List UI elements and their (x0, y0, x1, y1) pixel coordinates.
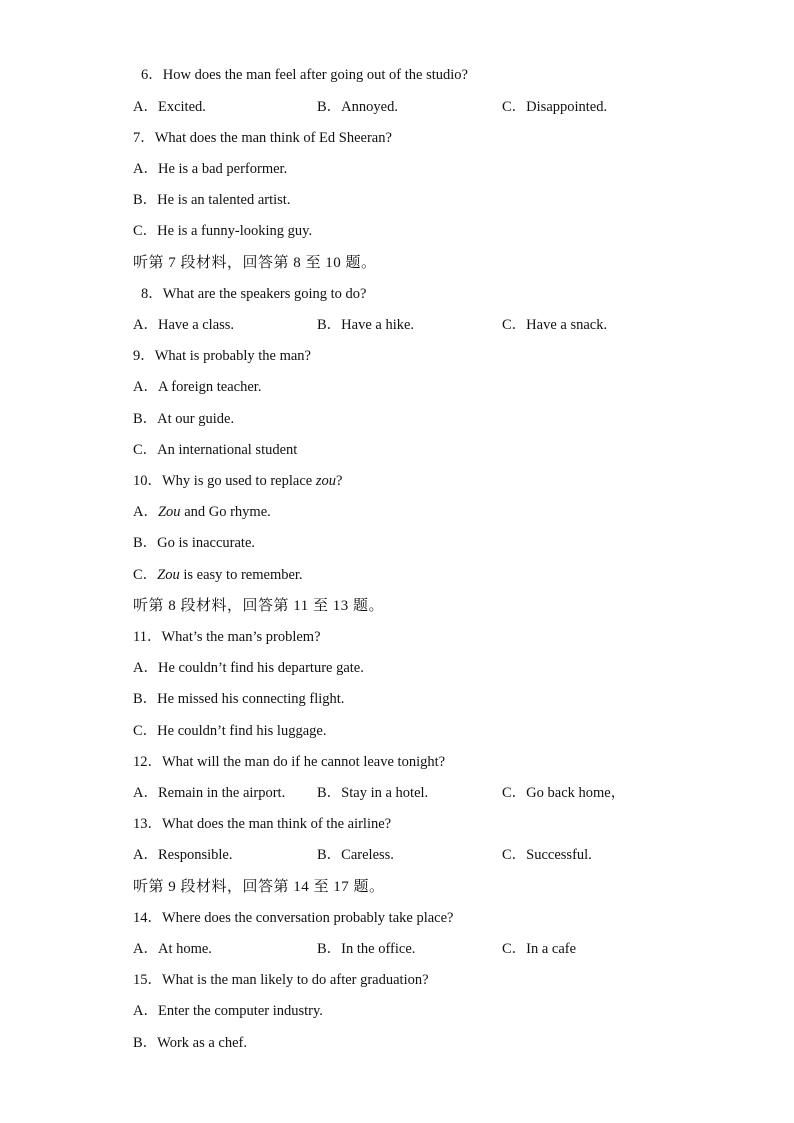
option-9b: B．At our guide. (133, 411, 235, 427)
question-8: 8．What are the speakers going to do? (141, 286, 367, 302)
option-10c (133, 564, 303, 586)
question-7: 7．What does the man think of Ed Sheeran? (133, 130, 392, 146)
option-11a: A．He couldn’t find his departure gate. (133, 660, 364, 676)
option-10b: B．Go is inaccurate. (133, 535, 256, 551)
option-7b: B．He is an talented artist. (133, 192, 291, 208)
option-6b: B．Annoyed. (317, 99, 398, 115)
question-14: 14．Where does the conversation probably take place? (133, 910, 454, 926)
option-12a: A．Remain in the airport. (133, 785, 286, 801)
option-8a: A．Have a class. (133, 317, 235, 333)
option-7c: C．He is a funny-looking guy. (133, 223, 313, 239)
question-11: 11．What’s the man’s problem? (133, 629, 321, 645)
section-heading-7: 听第 7 段材料，回答第 8 至 10 题。 (133, 255, 377, 271)
option-10c-text: is easy to remember. (179, 567, 303, 583)
option-8c: C．Have a snack. (502, 317, 608, 333)
option-9a: A．A foreign teacher. (133, 379, 262, 395)
question-6: 6．How does the man feel after going out of the studio? (141, 67, 468, 83)
question-13: 13．What does the man think of the airline? (133, 816, 392, 832)
option-15a: A．Enter the computer industry. (133, 1003, 323, 1019)
option-10c-letter: C． (133, 567, 158, 583)
option-10a-text: and Go rhyme. (180, 504, 271, 520)
question-10-text: 10．Why is go used to replace (133, 473, 316, 489)
option-14a: A．At home. (133, 941, 212, 957)
option-8b: B．Have a hike. (317, 317, 415, 333)
option-7a: A．He is a bad performer. (133, 161, 288, 177)
question-10-end: ? (335, 473, 343, 489)
option-11b: B．He missed his connecting flight. (133, 691, 345, 707)
section-heading-8: 听第 8 段材料，回答第 11 至 13 题。 (133, 598, 384, 614)
question-10 (133, 470, 342, 492)
option-6c: C．Disappointed. (502, 99, 608, 115)
option-14b: B．In the office. (317, 941, 416, 957)
question-12: 12．What will the man do if he cannot leave tonight? (133, 754, 446, 770)
option-13a: A．Responsible. (133, 847, 233, 863)
option-10a-letter: A． (133, 504, 158, 520)
option-13b: B．Careless. (317, 847, 394, 863)
option-14c: C．In a cafe (502, 941, 577, 957)
option-10c-italic-word: Zou (157, 567, 180, 583)
option-10a (133, 501, 271, 523)
question-15: 15．What is the man likely to do after graduation? (133, 972, 429, 988)
option-11c: C．He couldn’t find his luggage. (133, 723, 327, 739)
question-9: 9．What is probably the man? (133, 348, 311, 364)
option-13c: C．Successful. (502, 847, 592, 863)
option-12b: B．Stay in a hotel. (317, 785, 429, 801)
option-6a: A．Excited. (133, 99, 206, 115)
section-heading-9: 听第 9 段材料，回答第 14 至 17 题。 (133, 879, 385, 895)
option-15b: B．Work as a chef. (133, 1035, 247, 1051)
option-9c: C．An international student (133, 442, 298, 458)
question-10-italic-word: zou (315, 473, 336, 489)
option-10a-italic-word: Zou (157, 504, 181, 520)
option-12c: C．Go back home， (502, 785, 626, 801)
